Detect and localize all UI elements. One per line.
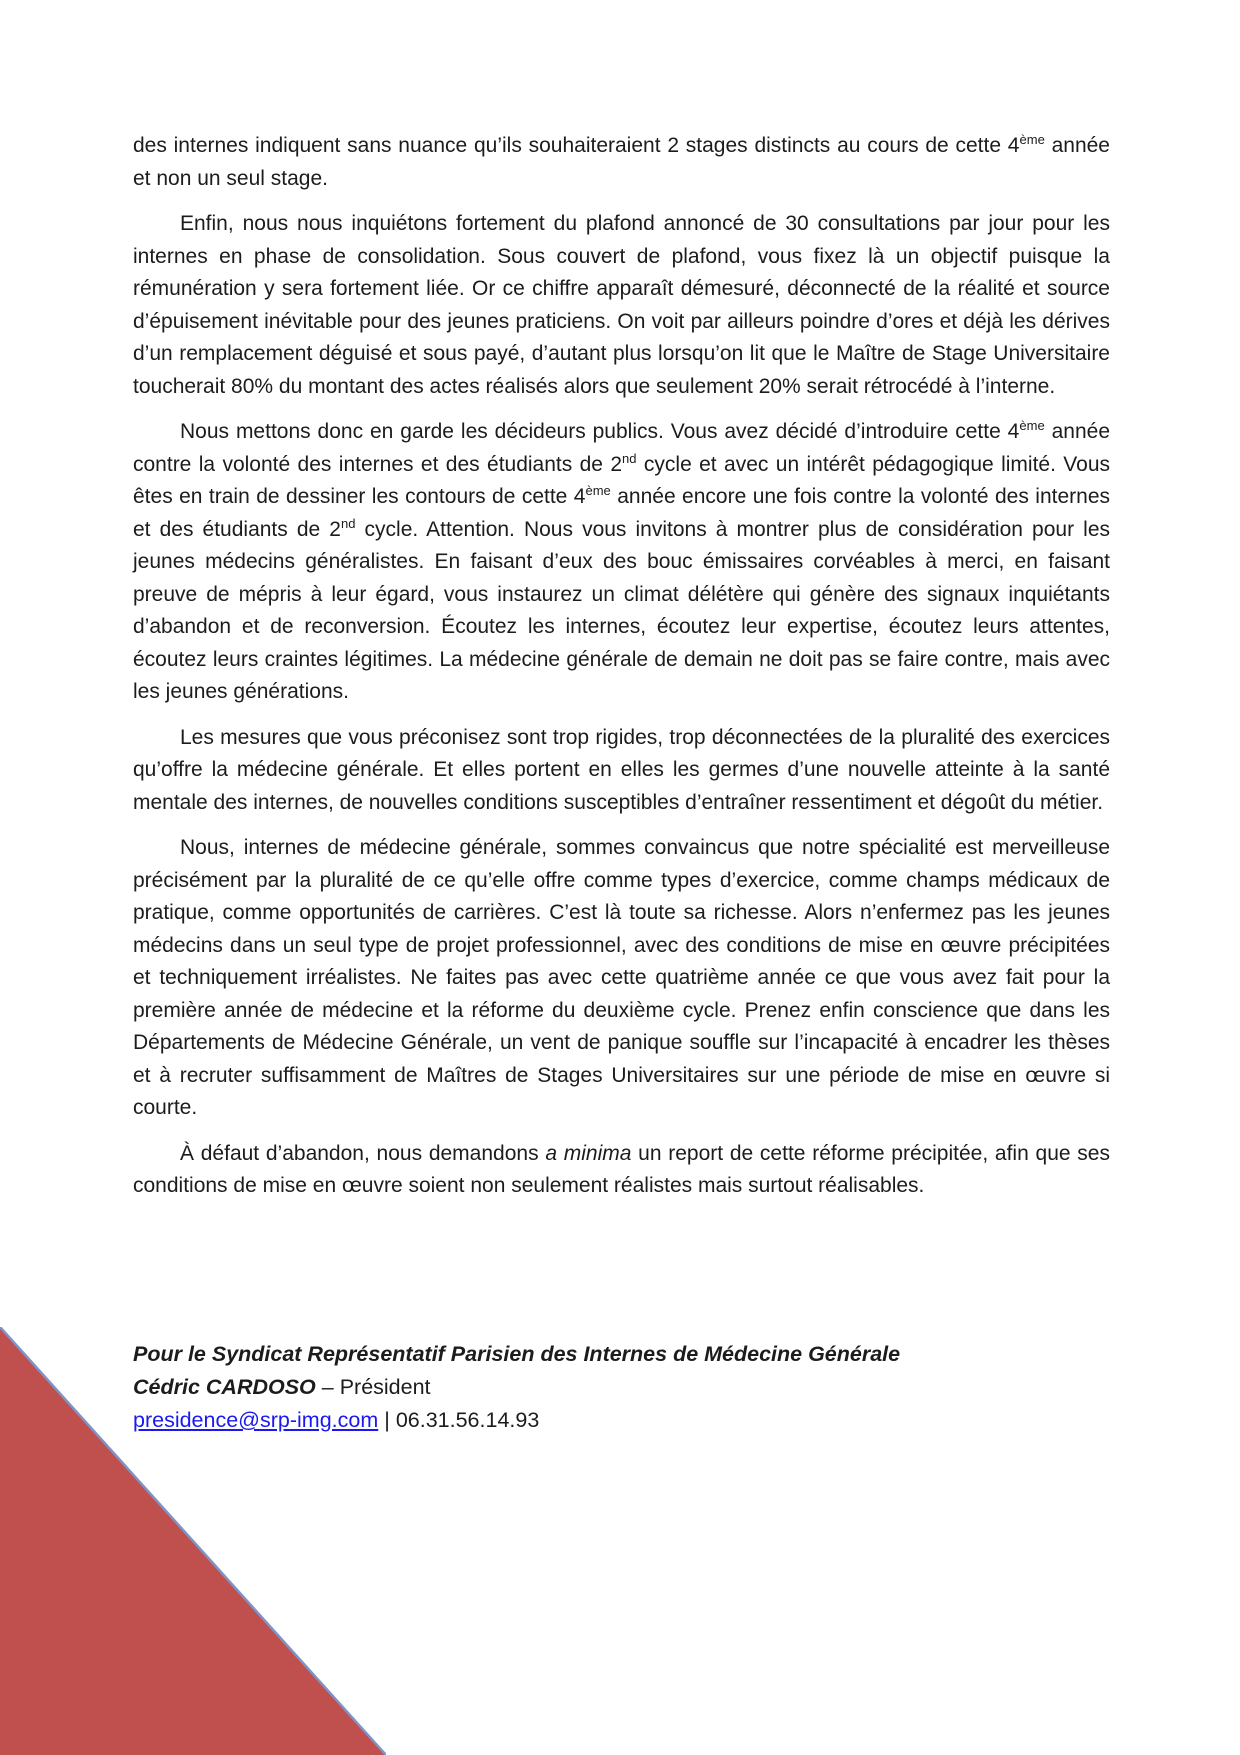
contact-separator: | [378, 1408, 396, 1432]
body-paragraph: Nous mettons donc en garde les décideurs publics. Vous avez décidé d’introduire cette 4ème année contre la volonté des internes et des étudiants de 2nd cycle et avec un intérêt pédagogique limité. Vous êtes en train de dessiner les contours de cette 4ème année encore une fois contre la volonté des internes et des étudiants de 2nd cycle. Attention. Nous vous invitons à montrer plus de considération pour les jeunes médecins généralistes. En faisant d’eux des bouc émissaires corvéables à merci, en faisant preuve de mépris à leur égard, vous instaurez un climat délétère qui génère des signaux inquiétants d’abandon et de reconversion. Écoutez les internes, écoutez leur expertise, écoutez leurs attentes, écoutez leurs craintes légitimes. La médecine générale de demain ne doit pas se faire contre, mais avec les jeunes générations. [133, 418, 1110, 703]
body-paragraph: Enfin, nous nous inquiétons fortement du plafond annoncé de 30 consultations par jour pour les internes en phase de consolidation. Sous couvert de plafond, vous fixez là un objectif puisque la rémunération y sera fortement liée. Or ce chiffre apparaît démesuré, déconnecté de la réalité et source d’épuisement inévitable pour des jeunes praticiens. On voit par ailleurs poindre d’ores et déjà les dérives d’un remplacement déguisé et sous payé, d’autant plus lorsqu’on lit que le Maître de Stage Universitaire toucherait 80% du montant des actes réalisés alors que seulement 20% serait rétrocédé à l’interne. [133, 212, 1110, 398]
body-paragraph: des internes indiquent sans nuance qu’ils souhaiteraient 2 stages distincts au cours de cette 4ème année et non un seul stage. [133, 132, 1110, 190]
signature-name: Cédric CARDOSO [133, 1375, 316, 1399]
email-link[interactable]: presidence@srp-img.com [133, 1408, 379, 1432]
body-paragraph: Nous, internes de médecine générale, sommes convaincus que notre spécialité est merveilleuse précisément par la pluralité de ce qu’elle offre comme types d’exercice, comme champs médicaux de pratique, comme opportunités de carrières. C’est là toute sa richesse. Alors n’enfermez pas les jeunes médecins dans un seul type de projet professionnel, avec des conditions de mise en œuvre précipitées et techniquement irréalistes. Ne faites pas avec cette quatrième année ce que vous avez fait pour la première année de médecine et la réforme du deuxième cycle. Prenez enfin conscience que dans les Départements de Médecine Générale, un vent de panique souffle sur l’incapacité à encadrer les thèses et à recruter suffisamment de Maîtres de Stages Universitaires sur une période de mise en œuvre si courte. [133, 836, 1110, 1119]
letter-body [133, 130, 1110, 1216]
signature-title: – Président [315, 1375, 431, 1399]
body-paragraph: Les mesures que vous préconisez sont trop rigides, trop déconnectées de la pluralité des exercices qu’offre la médecine générale. Et elles portent en elles les germes d’une nouvelle atteinte à la santé mentale des internes, de nouvelles conditions susceptibles d’entraîner ressentiment et dégoût du métier. [133, 725, 1110, 814]
signature-phone: 06.31.56.14.93 [395, 1408, 540, 1432]
body-paragraph: À défaut d’abandon, nous demandons a minima un report de cette réforme précipitée, afin que ses conditions de mise en œuvre soient non seulement réalistes mais surtout réalisables. [133, 1141, 1110, 1197]
signature-organization: Pour le Syndicat Représentatif Parisien des Internes de Médecine Générale [133, 1342, 901, 1366]
corner-triangle-decoration [0, 1327, 386, 1755]
